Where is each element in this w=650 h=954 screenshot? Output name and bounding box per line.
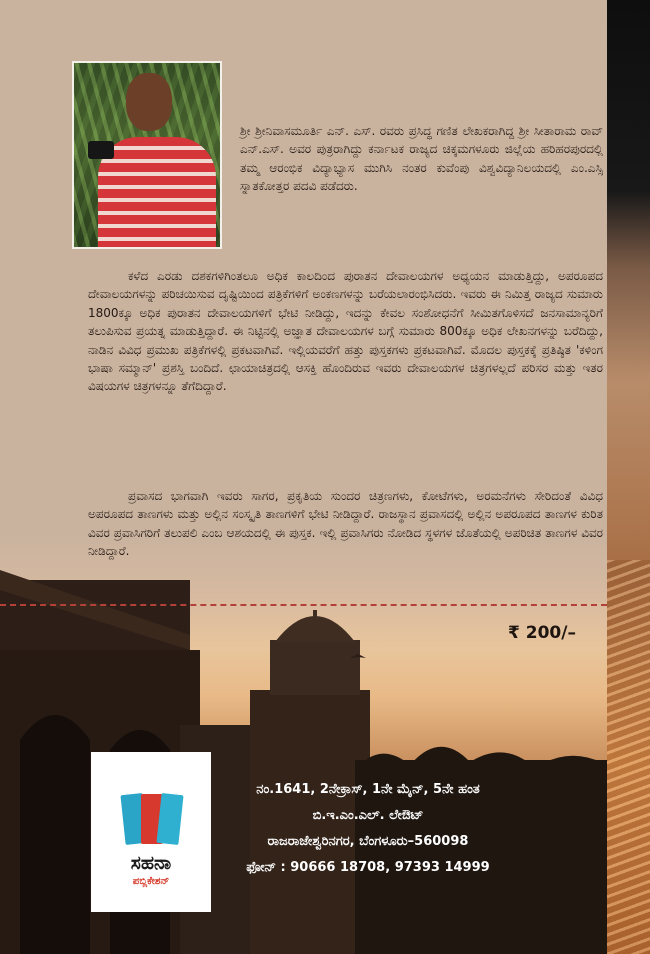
bio-paragraph-3: ಪ್ರವಾಸದ ಭಾಗವಾಗಿ ಇವರು ಸಾಗರ, ಪ್ರಕೃತಿಯ ಸುಂದರ ಚಿತ್ರಣಗಳು, ಕೋಟೆಗಳು, ಅರಮನೆಗಳು ಸೇರಿದಂತೆ ವಿವಿಧ ಅಪರೂಪದ ತಾಣಗಳು ಮತ್ತು ಅಲ್ಲಿನ ಸಂಸ್ಕೃತಿ ತಾಣಗಳಿಗೆ ಭೇಟಿ ನೀಡಿದ್ದಾರೆ. ರಾಜಸ್ಥಾನ ಪ್ರವಾಸದಲ್ಲಿ ಅಲ್ಲಿನ ಅಪರೂಪದ ತಾಣಗಳ ಕುರಿತ ವಿವರ ಪ್ರವಾಸಿಗರಿಗೆ ತಲುಪಲಿ ಎಂಬ ಆಶಯದಲ್ಲಿ ಈ ಪುಸ್ತಕ. ಇಲ್ಲಿ ಪ್ರವಾಸಿಗರು ನೋಡಿದ ಸ್ಥಳಗಳ ಜೊತೆಯಲ್ಲಿ ಅಪರಿಚಿತ ತಾಣಗಳ ವಿವರ ನೀಡಿದ್ದಾರೆ. [88,489,603,559]
books-icon [121,786,183,848]
bio-paragraph-2: ಕಳೆದ ಎರಡು ದಶಕಗಳಿಗಿಂತಲೂ ಅಧಿಕ ಕಾಲದಿಂದ ಪುರಾತನ ದೇವಾಲಯಗಳ ಅಧ್ಯಯನ ಮಾಡುತ್ತಿದ್ದು, ಅಪರೂಪದ ದೇವಾಲಯಗಳನ್ನು ಪರಿಚಯಿಸುವ ದೃಷ್ಟಿಯಿಂದ ಪತ್ರಿಕೆಗಳಿಗೆ ಅಂಕಣಗಳನ್ನು ಬರೆಯಲಾರಂಭಿಸಿದರು. ಇವರು ಈ ನಿಮಿತ್ತ ರಾಜ್ಯದ ಸುಮಾರು 1800ಕ್ಕೂ ಅಧಿಕ ಪುರಾತನ ದೇವಾಲಯಗಳಿಗೆ ಭೇಟಿ ನೀಡಿದ್ದು, ಇದನ್ನು ಕೇವಲ ಸಂಶೋಧನೆಗೆ ಸೀಮಿತಗೊಳಿಸದೆ ಜನಸಾಮಾನ್ಯರಿಗೆ ತಲುಪಿಸುವ ಪ್ರಯತ್ನ ಮಾಡುತ್ತಿದ್ದಾರೆ. ಈ ನಿಟ್ಟಿನಲ್ಲಿ ಅಜ್ಞಾತ ದೇವಾಲಯಗಳ ಬಗ್ಗೆ ಸುಮಾರು 800ಕ್ಕೂ ಅಧಿಕ ಲೇಖನಗಳನ್ನು ಬರೆದಿದ್ದು, ನಾಡಿನ ವಿವಿಧ ಪ್ರಮುಖ ಪತ್ರಿಕೆಗಳಲ್ಲಿ ಪ್ರಕಟವಾಗಿವೆ. ಇಲ್ಲಿಯವರೆಗೆ ಹತ್ತು ಪುಸ್ತಕಗಳು ಪ್ರಕಟವಾಗಿವೆ. ಮೊದಲ ಪುಸ್ತಕಕ್ಕೆ ಪ್ರತಿಷ್ಠಿತ 'ಕಳಿಂಗ ಭಾಷಾ ಸಮ್ಮಾನ್' ಪ್ರಶಸ್ತಿ ಬಂದಿದೆ. ಛಾಯಾಚಿತ್ರದಲ್ಲಿ ಆಸಕ್ತಿ ಹೊಂದಿರುವ ಇವರು ದೇವಾಲಯಗಳ ಚಿತ್ರಗಳಲ್ಲದೆ ಪರಿಸರ ಮತ್ತು ಇತರ ವಿಷಯಗಳ ಚಿತ್ರಗಳನ್ನೂ ತೆಗೆದಿದ್ದಾರೆ. [88,269,603,394]
publisher-name: ಸಹನಾ [130,852,172,874]
dashed-divider [0,604,607,606]
tower-pavilion [270,640,360,695]
desert-texture [607,560,650,954]
address-line-2: ಬಿ.ಇ.ಎಂ.ಎಲ್. ಲೇಔಟ್ [312,808,424,823]
author-photo [72,61,222,249]
publisher-subtitle: ಪಬ್ಲಿಕೇಶನ್ [132,876,170,887]
address-line-3: ರಾಜರಾಜೇಶ್ವರಿನಗರ, ಬೆಂಗಳೂರು–560098 [267,834,469,849]
price-label: ₹ 200/– [508,623,576,643]
publisher-address [218,777,518,881]
publisher-logo-box [91,752,211,912]
dome-finial [313,610,317,626]
address-line-1: ನಂ.1641, 2ನೇಕ್ರಾಸ್, 1ನೇ ಮೈನ್, 5ನೇ ಹಂತ [256,782,480,797]
address-phone: ಫೋನ್ : 90666 18708, 97393 14999 [246,860,490,875]
photo-shirt [98,137,216,249]
camera-icon [88,141,114,159]
book-cyan-icon [156,793,183,845]
arch-1 [20,715,90,954]
bio-paragraph-1: ಶ್ರೀ ಶ್ರೀನಿವಾಸಮೂರ್ತಿ ಎನ್. ಎಸ್. ರವರು ಪ್ರಸಿದ್ಧ ಗಣಿತ ಲೇಖಕರಾಗಿದ್ದ ಶ್ರೀ ಸೀತಾರಾಮ ರಾವ್ ಎನ್.ಎಸ್. ಅವರ ಪುತ್ರರಾಗಿದ್ದು ಕರ್ನಾಟಕ ರಾಜ್ಯದ ಚಿಕ್ಕಮಗಳೂರು ಜಿಲ್ಲೆಯ ಹರಿಹರಪುರದಲ್ಲಿ ತಮ್ಮ ಆರಂಭಿಕ ವಿದ್ಯಾಭ್ಯಾಸ ಮುಗಿಸಿ ನಂತರ ಕುವೆಂಪು ವಿಶ್ವವಿದ್ಯಾನಿಲಯದಲ್ಲಿ ಎಂ.ಎಸ್ಸಿ ಸ್ನಾತಕೋತ್ತರ ಪದವಿ ಪಡೆದರು. [240,124,603,193]
photo-head [126,73,172,131]
spine-edge-strip [607,0,650,954]
